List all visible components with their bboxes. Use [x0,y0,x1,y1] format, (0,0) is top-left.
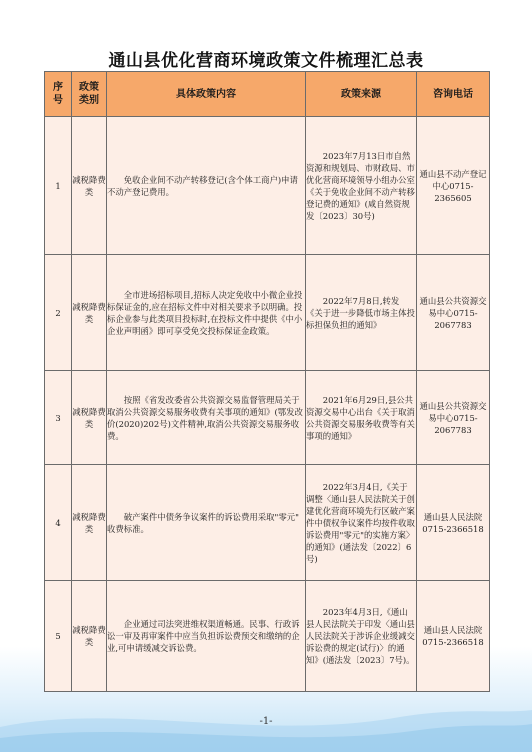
row-phone: 通山县公共资源交易中心0715-2067783 [417,371,490,465]
row-source: 2023年4月3日,《通山县人民法院关于印发〈通山县人民法院关于涉诉企业缓减交诉讼费的规定(试行)〉的通知》(通法发〔2023〕7号)。 [306,581,417,692]
table-row [45,465,490,581]
header-phone: 咨询电话 [417,72,490,117]
row-content: 按照《省发改委省公共资源交易监督管理局关于取消公共资源交易服务收费有关事项的通知》(鄂发改价(2020)202号)文件精神,取消公共资源交易服务收费。 [107,371,306,465]
row-content: 免收企业间不动产转移登记(含个体工商户)申请不动产登记费用。 [107,117,306,255]
row-index: 1 [45,117,72,255]
row-category: 减税降费类 [72,255,107,371]
row-phone: 通山县人民法院0715-2366518 [417,581,490,692]
table-header-row [45,72,490,117]
row-content: 全市进场招标项目,招标人决定免收中小微企业投标保证金的,应在招标文件中对相关要求予以明确。投标企业参与此类项目投标时,在投标文件中提供《中小企业声明函》即可享受免交投标保证金政策。 [107,255,306,371]
table-row [45,255,490,371]
row-index: 5 [45,581,72,692]
header-category: 政策类别 [72,72,107,117]
row-phone: 通山县人民法院0715-2366518 [417,465,490,581]
row-category: 减税降费类 [72,117,107,255]
row-category: 减税降费类 [72,581,107,692]
table-row [45,371,490,465]
row-content: 破产案件中债务争议案件的诉讼费用采取"零元" 收费标准。 [107,465,306,581]
header-source: 政策来源 [306,72,417,117]
header-content: 具体政策内容 [107,72,306,117]
row-index: 3 [45,371,72,465]
row-index: 4 [45,465,72,581]
header-index: 序号 [45,72,72,117]
document-title: 通山县优化营商环境政策文件梳理汇总表 [108,51,424,71]
row-source: 2022年7月8日,转发《关于进一步降低市场主体投标担保负担的通知》 [306,255,417,371]
row-category: 减税降费类 [72,371,107,465]
row-source: 2021年6月29日,县公共资源交易中心出台《关于取消公共资源交易服务收费等有关事项的通知》 [306,371,417,465]
row-phone: 通山县不动产登记中心0715-2365605 [417,117,490,255]
row-category: 减税降费类 [72,465,107,581]
table-row [45,117,490,255]
row-phone: 通山县公共资源交易中心0715-2067783 [417,255,490,371]
row-source: 2023年7月13日市自然资源和规划局、市财政局、市优化营商环境领导小组办公室《关于免收企业间不动产转移登记费的通知》(咸自然资规发〔2023〕30号) [306,117,417,255]
table-row [45,581,490,692]
page-number: -1- [259,716,273,727]
row-content: 企业通过司法突进维权渠道畅通。民事、行政诉讼一审及再审案件中应当负担诉讼费预交和缴纳的企业,可申请缓减交诉讼费。 [107,581,306,692]
row-source: 2022年3月4日,《关于调整〈通山县人民法院关于创建优化营商环境先行区破产案件中债权争议案件均按件收取诉讼费用"零元"的实施方案〉的通知》(通法发〔2022〕6号) [306,465,417,581]
policy-table [44,71,490,692]
row-index: 2 [45,255,72,371]
